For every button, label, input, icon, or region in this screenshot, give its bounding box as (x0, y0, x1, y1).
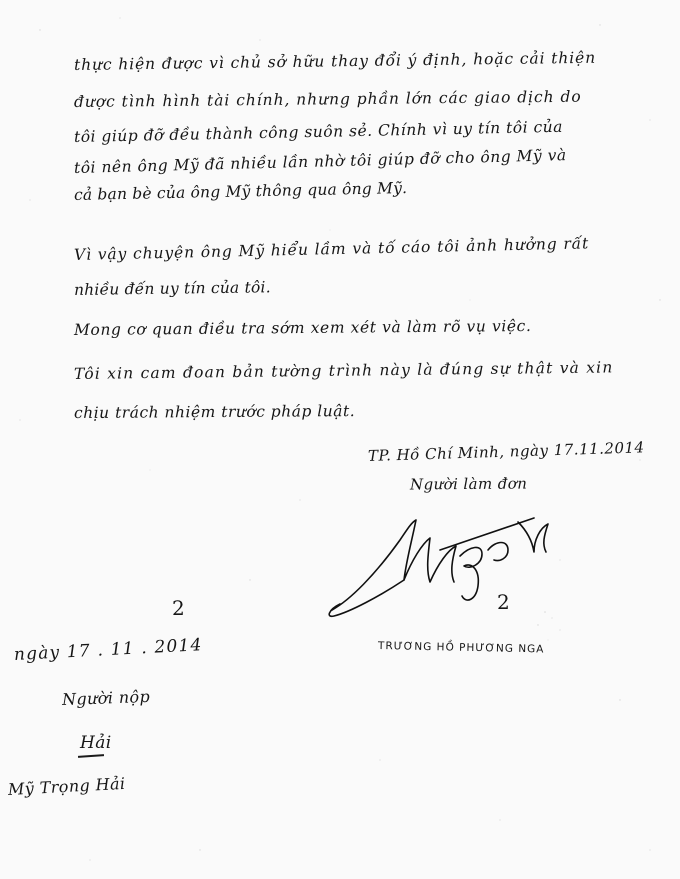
body-line: cả bạn bè của ông Mỹ thông qua ông Mỹ. (73, 179, 408, 204)
body-line: nhiều đến uy tín của tôi. (73, 278, 271, 299)
body-line: Vì vậy chuyện ông Mỹ hiểu lầm và tố cáo tôi ảnh hưởng rất (73, 234, 590, 264)
submitter-signature: Hải (80, 733, 112, 753)
body-line: chịu trách nhiệm trước pháp luật. (73, 402, 356, 422)
initial-mark: 2 (172, 596, 186, 620)
body-line: được tình hình tài chính, nhưng phần lớn các giao dịch do (73, 87, 582, 111)
place-date: TP. Hồ Chí Minh, ngày 17.11.2014 (367, 438, 645, 465)
signature (320, 500, 560, 630)
submission-date: ngày 17 . 11 . 2014 (13, 635, 203, 665)
body-line: Mong cơ quan điều tra sớm xem xét và làm rõ vụ việc. (73, 317, 532, 339)
body-line: thực hiện được vì chủ sở hữu thay đổi ý định, hoặc cải thiện (73, 48, 597, 74)
body-line: Tôi xin cam đoan bản tường trình này là đúng sự thật và xin (73, 358, 614, 383)
signer-name: TRƯƠNG HỒ PHƯƠNG NGA (377, 640, 545, 656)
submitter-label: Người nộp (61, 686, 151, 709)
initial-mark: 2 (497, 590, 511, 614)
signer-label: Người làm đơn (409, 474, 528, 494)
submitter-name: Mỹ Trọng Hải (7, 773, 126, 799)
body-line: tôi giúp đỡ đều thành công suôn sẻ. Chính vì uy tín tôi của (73, 117, 564, 146)
body-line: tôi nên ông Mỹ đã nhiều lần nhờ tôi giúp đỡ cho ông Mỹ và (73, 146, 567, 177)
signature-underline (78, 754, 104, 758)
